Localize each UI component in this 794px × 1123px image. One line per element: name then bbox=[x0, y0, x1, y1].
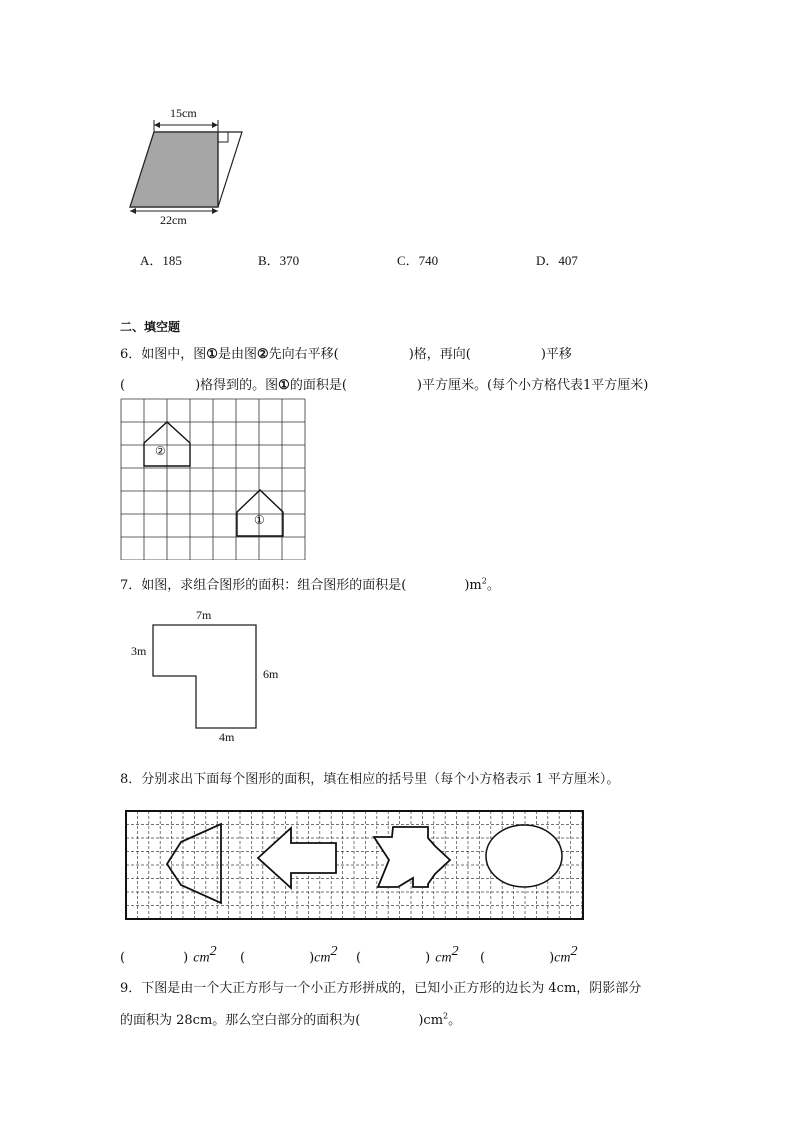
answer-1-unit: cm bbox=[193, 950, 210, 966]
answer-1-open: ( bbox=[120, 950, 126, 966]
q6-fig1-ref: ① bbox=[206, 347, 218, 362]
q6-line1 bbox=[120, 343, 572, 362]
q5-bottom-label: 22cm bbox=[160, 213, 187, 227]
answer-3-open: ( bbox=[356, 950, 362, 966]
shaded-region bbox=[130, 132, 218, 207]
q7-question bbox=[120, 574, 500, 593]
option-b-letter: B． bbox=[258, 253, 280, 268]
answer-2-sup: 2 bbox=[330, 944, 338, 959]
q8-answer-1 bbox=[120, 944, 217, 966]
answer-3-sup: 2 bbox=[451, 944, 459, 959]
section-title: 二、填空题 bbox=[120, 320, 181, 334]
q8-answer-4 bbox=[480, 944, 577, 966]
right-angle-mark bbox=[218, 132, 228, 142]
q8-text: 分别求出下面每个图形的面积，填在相应的括号里（每个小方格表示 1 平方厘米）。 bbox=[141, 772, 620, 787]
q7-text-b: )m bbox=[464, 578, 482, 593]
q8-question bbox=[120, 768, 619, 787]
answer-2-open: ( bbox=[240, 950, 246, 966]
option-d-letter: D． bbox=[536, 253, 559, 268]
bottom-arrow-left bbox=[130, 208, 136, 214]
star-shape bbox=[374, 827, 450, 887]
q9-line1 bbox=[120, 977, 641, 996]
q7-number: 7． bbox=[120, 578, 142, 593]
q8-number: 8． bbox=[120, 772, 142, 787]
q5-top-label: 15cm bbox=[170, 106, 197, 120]
q6-fig1-ref-2: ① bbox=[278, 378, 290, 393]
answer-4-sup: 2 bbox=[570, 944, 578, 959]
q9-text-2c: 。 bbox=[448, 1013, 462, 1028]
option-a-letter: A． bbox=[140, 253, 163, 268]
q6-line2 bbox=[120, 374, 648, 393]
q6-fig2-ref: ② bbox=[256, 347, 269, 362]
q7-label-right: 6m bbox=[263, 667, 279, 681]
q6-text-a: 如图中，图 bbox=[141, 347, 207, 362]
q7-label-top: 7m bbox=[196, 608, 212, 622]
q9-text-2a: 的面积为 28cm。那么空白部分的面积为( bbox=[120, 1013, 361, 1028]
q6-text-b: 是由图 bbox=[217, 347, 257, 362]
q7-text-c: 。 bbox=[486, 578, 500, 593]
q9-sup: 2 bbox=[443, 1011, 449, 1021]
q6-text-f: ( bbox=[120, 378, 126, 393]
q6-number: 6． bbox=[120, 347, 142, 362]
answer-4-unit: cm bbox=[554, 950, 571, 966]
q6-text-e: )平移 bbox=[540, 347, 572, 362]
q9-line2 bbox=[120, 1009, 461, 1028]
answer-3-unit: cm bbox=[435, 950, 452, 966]
answer-3-close: ) bbox=[425, 950, 431, 966]
bottom-arrow-right bbox=[212, 208, 218, 214]
q6-grid-figure bbox=[120, 398, 310, 560]
option-d-value: 407 bbox=[558, 253, 578, 268]
answer-4-open: ( bbox=[480, 950, 486, 966]
option-b-value: 370 bbox=[279, 253, 300, 268]
q8-answer-2 bbox=[240, 944, 337, 966]
q9-text-1: 下图是由一个大正方形与一个小正方形拼成的，已知小正方形的边长为 4cm，阴影部分 bbox=[141, 981, 642, 996]
q6-text-h: 的面积是( bbox=[289, 378, 347, 393]
option-c[interactable] bbox=[397, 250, 438, 269]
answer-1-sup: 2 bbox=[209, 944, 217, 959]
ellipse-shape bbox=[486, 825, 562, 887]
q9-number: 9． bbox=[120, 981, 142, 996]
option-c-letter: C． bbox=[397, 253, 419, 268]
top-arrow-left bbox=[154, 122, 160, 128]
q7-label-left: 3m bbox=[131, 644, 147, 658]
answer-4-close: ) bbox=[549, 950, 555, 966]
q7-l-shape-figure bbox=[150, 622, 260, 732]
house-label-1: ① bbox=[254, 513, 265, 527]
answer-2-unit: cm bbox=[314, 950, 331, 966]
q9-text-2b: )cm bbox=[418, 1013, 444, 1028]
q7-label-bottom: 4m bbox=[219, 730, 235, 744]
top-arrow-right bbox=[212, 122, 218, 128]
q8-answer-3 bbox=[356, 944, 459, 966]
q7-text-a: 如图，求组合图形的面积：组合图形的面积是( bbox=[141, 578, 407, 593]
option-c-value: 740 bbox=[418, 253, 439, 268]
q6-text-i: )平方厘米。(每个小方格代表1平方厘米) bbox=[416, 378, 649, 393]
q6-text-c: 先向右平移( bbox=[268, 347, 339, 362]
q6-text-g: )格得到的。图 bbox=[195, 378, 279, 393]
answer-1-close: ) bbox=[183, 950, 189, 966]
l-shape-outline bbox=[153, 625, 256, 728]
trapezoid-shape bbox=[167, 824, 221, 903]
q6-text-d: )格，再向( bbox=[408, 347, 471, 362]
house-label-2: ② bbox=[155, 444, 166, 458]
option-d[interactable] bbox=[536, 250, 578, 269]
q8-grid-figure bbox=[123, 808, 587, 924]
answer-2-close: ) bbox=[309, 950, 315, 966]
option-a[interactable] bbox=[140, 250, 182, 269]
option-b[interactable] bbox=[258, 250, 299, 269]
option-a-value: 185 bbox=[162, 253, 182, 268]
q7-sup: 2 bbox=[481, 576, 487, 586]
